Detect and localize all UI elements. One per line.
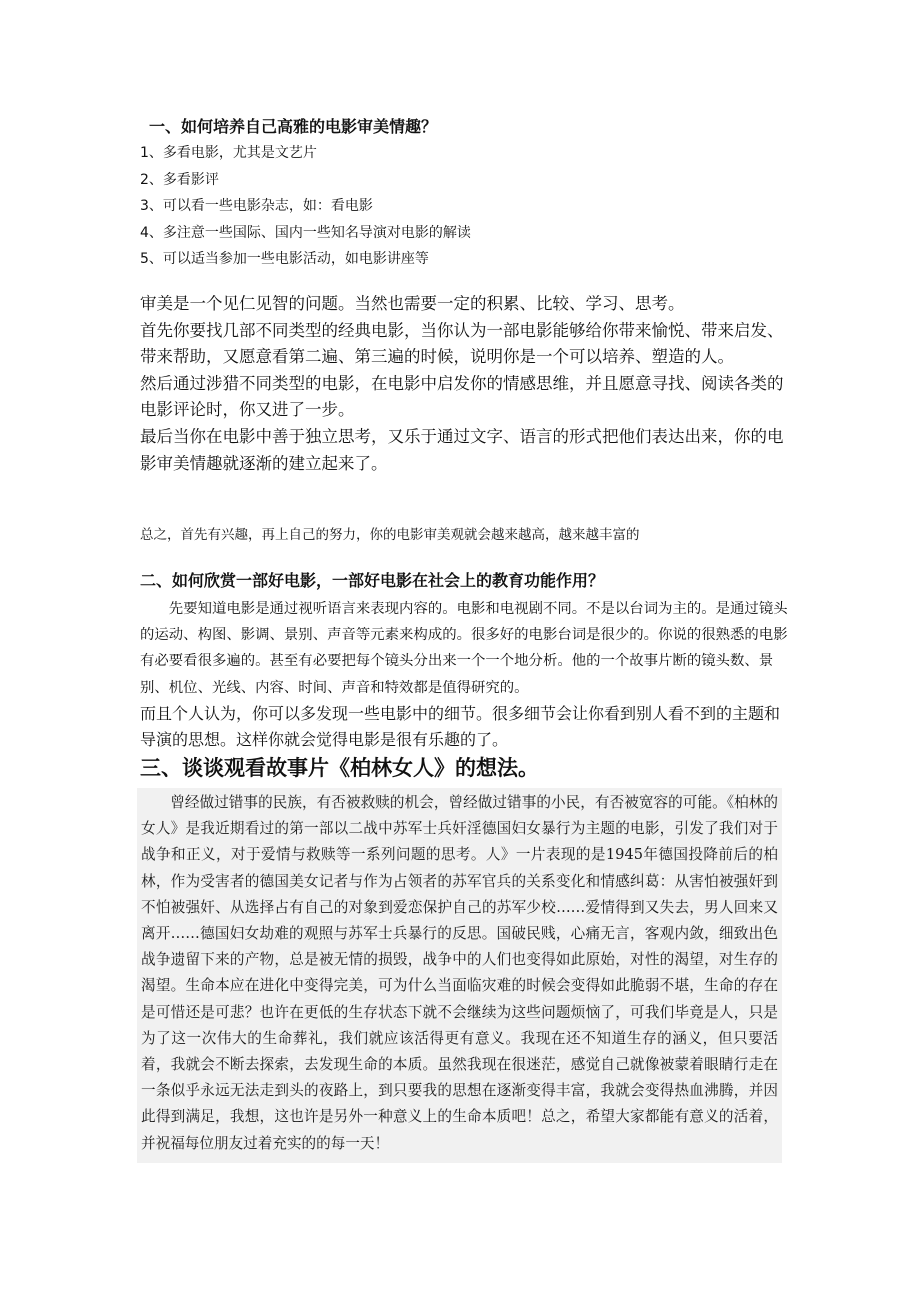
paragraph: 曾经做过错事的民族，有否被救赎的机会，曾经做过错事的小民，有否被宽容的可能。《柏林的女人》是我近期看过的第一部以二战中苏军士兵奸淫德国妇女暴行为主题的电影，引发了我们对于战争和正义，对于爱情与救赎等一系列问题的思考。人》一片表现的是1945年德国投降前后的柏林，作为受害者的德国美女记者与作为占领者的苏军官兵的关系变化和情感纠葛：从害怕被强奸到不怕被强奸、从选择占有自己的对象到爱恋保护自己的苏军少校……爱情得到又失去，男人回来又离开……德国妇女劫难的观照与苏军士兵暴行的反思。国破民贱，心痛无言，客观内敛，细致出色战争遗留下来的产物，总是被无情的损毁，战争中的人们也变得如此原始，对性的渴望，对生存的渴望。生命本应在进化中变得完美，可为什么当面临灾难的时候会变得如此脆弱不堪，生命的存在是可惜还是可悲？也许在更低的生存状态下就不会继续为这些问题烦恼了，可我们毕竟是人，只是为了这一次伟大的生命葬礼，我们就应该活得更有意义。我现在还不知道生存的涵义，但只要活着，我就会不断去探索，去发现生命的本质。虽然我现在很迷茫，感觉自己就像被蒙着眼睛行走在一条似乎永远无法走到头的夜路上，到只要我的思想在逐渐变得丰富，我就会变得热血沸腾，并因此得到满足，我想，这也许是另外一种意义上的生命本质吧！总之，希望大家都能有意义的活着，并祝福每位朋友过着充实的的每一天！ bbox=[141, 794, 778, 1152]
paragraph: 最后当你在电影中善于独立思考，又乐于通过文字、语言的形式把他们表达出来，你的电影审美情趣就逐渐的建立起来了。 bbox=[140, 426, 784, 473]
section3-title: 三、谈谈观看故事片《柏林女人》的想法。 bbox=[140, 756, 539, 780]
list-item: 2、多看影评 bbox=[140, 171, 219, 188]
section1-summary: 总之，首先有兴趣，再上自己的努力，你的电影审美观就会越来越高，越来越丰富的 bbox=[140, 527, 640, 543]
paragraph: 然后通过涉猎不同类型的电影，在电影中启发你的情感思维，并且愿意寻找、阅读各类的电影评论时，你又进了一步。 bbox=[140, 373, 784, 420]
list-item: 3、可以看一些电影杂志，如：看电影 bbox=[140, 198, 373, 214]
paragraph: 先要知道电影是通过视听语言来表现内容的。电影和电视剧不同。不是以台词为主的。是通过镜头的运动、构图、影调、景别、声音等元素来构成的。很多好的电影台词是很少的。你说的很熟悉的电影有必要看很多遍的。甚至有必要把每个镜头分出来一个一个地分析。他的一个故事片断的镜头数、景别、机位、光线、内容、时间、声音和特效都是值得研究的。 bbox=[140, 601, 788, 696]
section2-body bbox=[140, 596, 790, 753]
section1-body bbox=[140, 291, 785, 477]
tips-list bbox=[140, 140, 790, 273]
section2-title: 二、如何欣赏一部好电影，一部好电影在社会上的教育功能作用？ bbox=[140, 571, 605, 590]
section1-title: 一、如何培养自己高雅的电影审美情趣？ bbox=[149, 117, 438, 136]
paragraph: 审美是一个见仁见智的问题。当然也需要一定的积累、比较、学习、思考。 bbox=[140, 294, 685, 313]
paragraph: 而且个人认为，你可以多发现一些电影中的细节。很多细节会让你看到别人看不到的主题和导演的思想。这样你就会觉得电影是很有乐趣的了。 bbox=[140, 703, 781, 750]
section3-body bbox=[137, 788, 782, 1163]
list-item: 5、可以适当参加一些电影活动，如电影讲座等 bbox=[140, 251, 429, 267]
list-item: 4、多注意一些国际、国内一些知名导演对电影的解读 bbox=[140, 224, 471, 241]
paragraph: 首先你要找几部不同类型的经典电影，当你认为一部电影能够给你带来愉悦、带来启发、带来帮助，又愿意看第二遍、第三遍的时候，说明你是一个可以培养、塑造的人。 bbox=[140, 320, 784, 367]
list-item: 1、多看电影，尤其是文艺片 bbox=[140, 145, 317, 161]
